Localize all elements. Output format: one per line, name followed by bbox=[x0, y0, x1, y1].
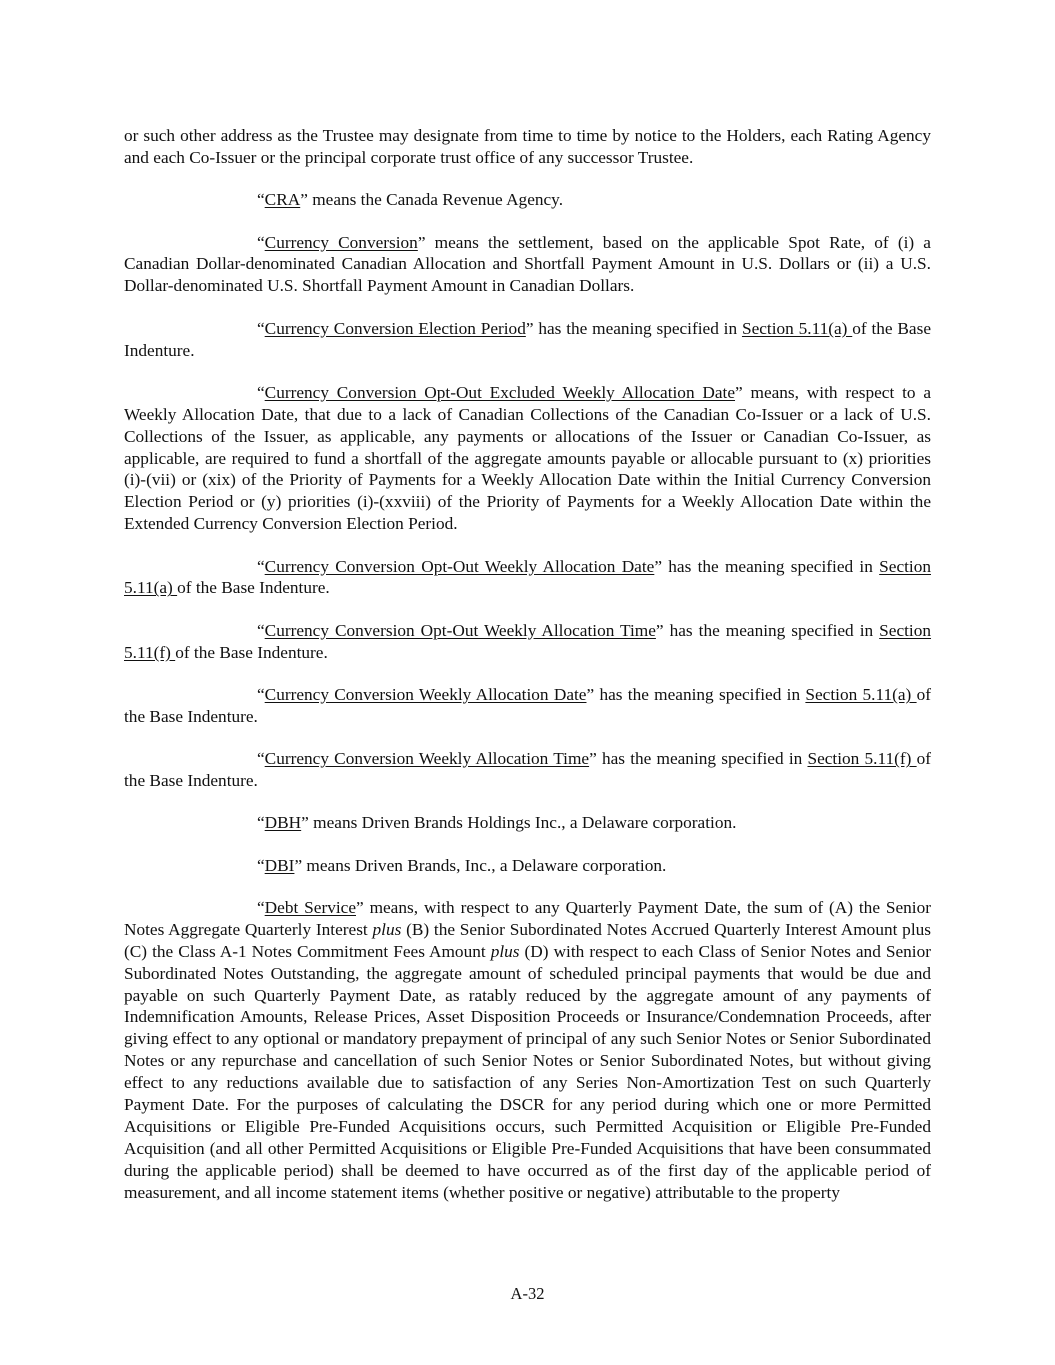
definition-dbi: “DBI” means Driven Brands, Inc., a Delaware corporation. bbox=[257, 855, 667, 875]
section-reference: Section 5.11(a) bbox=[741, 318, 853, 338]
paragraph-continuation bbox=[124, 125, 931, 169]
defined-term: Currency Conversion Opt-Out Weekly Allocation Time bbox=[264, 620, 656, 640]
defined-term: Currency Conversion bbox=[264, 232, 418, 252]
defined-term: Currency Conversion Election Period bbox=[264, 318, 526, 338]
document-body bbox=[124, 125, 931, 1224]
defined-term: DBH bbox=[264, 813, 302, 833]
definition-cra: “CRA” means the Canada Revenue Agency. bbox=[257, 190, 564, 210]
definition-debt-service: “Debt Service” means, with respect to any Quarterly Payment Date, the sum of (A) the Senior Notes Aggregate Quarterly Interest plus (B) the Senior Subordinated Notes Accrued Quarterly Interest Amount plus (C) the Class A-1 Notes Commitment Fees Amount plus (D) with respect to each Class of Senior Notes and Senior Subordinated Notes Outstanding, the aggregate amount of scheduled principal payments that would be due and payable on such Quarterly Payment Date, as ratably reduced by the aggregate amount of any payments of Indemnification Amounts, Release Prices, Asset Disposition Proceeds or Insurance/Condemnation Proceeds, after giving effect to any optional or mandatory prepayment of principal of any such Senior Notes or Senior Subordinated Notes or any repurchase and cancellation of such Senior Notes or Senior Subordinated Notes, but without giving effect to any reductions available due to satisfaction of any Series Non-Amortization Test on such Quarterly Payment Date. For the purposes of calculating the DSCR for any period during which one or more Permitted Acquisitions or Eligible Pre-Funded Acquisitions occurs, such Permitted Acquisition or Eligible Pre-Funded Acquisition (and all other Permitted Acquisitions or Eligible Pre-Funded Acquisitions that have been consummated during the applicable period) shall be deemed to have occurred as of the first day of the applicable period of measurement, and all income statement items (whether positive or negative) attributable to the property bbox=[124, 897, 932, 1202]
definition-currency-conversion-election-period: “Currency Conversion Election Period” has the meaning specified in Section 5.11(a) of the Base Indenture. bbox=[124, 318, 931, 360]
definition-opt-out-weekly-allocation-time: “Currency Conversion Opt-Out Weekly Allocation Time” has the meaning specified in Section 5.11(f) of the Base Indenture. bbox=[124, 620, 932, 662]
definition-opt-out-weekly-allocation-date: “Currency Conversion Opt-Out Weekly Allocation Date” has the meaning specified in Section 5.11(a) of the Base Indenture. bbox=[124, 556, 931, 598]
definition-weekly-allocation-date: “Currency Conversion Weekly Allocation Date” has the meaning specified in Section 5.11(a) of the Base Indenture. bbox=[124, 684, 931, 726]
section-reference: Section 5.11(f) bbox=[807, 749, 917, 769]
italic-plus: plus bbox=[490, 941, 520, 961]
defined-term: Currency Conversion Opt-Out Excluded Weekly Allocation Date bbox=[264, 382, 736, 402]
definition-opt-out-excluded-weekly-allocation-date: “Currency Conversion Opt-Out Excluded Weekly Allocation Date” means, with respect to a Weekly Allocation Date, that due to a lack of Canadian Collections of the Canadian Co-Issuer or a lack of U.S. Collections of the Issuer, as applicable, any payments or allocations of the Issuer or Canadian Co-Issuer, as applicable, are required to fund a shortfall of the aggregate amounts payable or allocable pursuant to (x) priorities (i)-(vii) or (xix) of the Priority of Payments for a Weekly Allocation Date within the Initial Currency Conversion Election Period or (y) priorities (i)-(xxviii) of the Priority of Payments for a Weekly Allocation Date within the Extended Currency Conversion Election Period. bbox=[124, 382, 931, 534]
section-reference: Section 5.11(a) bbox=[124, 556, 931, 598]
definition-currency-conversion: “Currency Conversion” means the settlement, based on the applicable Spot Rate, of (i) a Canadian Dollar-denominated Canadian Allocation and Shortfall Payment Amount in U.S. Dollars or (ii) a U.S. Dollar-denominated U.S. Shortfall Payment Amount in Canadian Dollars. bbox=[124, 232, 931, 296]
paragraph-text: or such other address as the Trustee may designate from time to time by notice to the Holders, each Rating Agency and each Co-Issuer or the principal corporate trust office of any successor Trustee. bbox=[124, 126, 931, 167]
section-reference: Section 5.11(a) bbox=[805, 684, 917, 704]
defined-term: Currency Conversion Opt-Out Weekly Allocation Date bbox=[264, 556, 655, 576]
defined-term: Debt Service bbox=[264, 897, 356, 917]
defined-term: Currency Conversion Weekly Allocation Time bbox=[264, 749, 590, 769]
defined-term: CRA bbox=[264, 190, 301, 210]
italic-plus: plus bbox=[372, 919, 402, 939]
section-reference: Section 5.11(f) bbox=[124, 620, 932, 662]
definition-weekly-allocation-time: “Currency Conversion Weekly Allocation Time” has the meaning specified in Section 5.11(f) of the Base Indenture. bbox=[124, 749, 932, 791]
definition-dbh: “DBH” means Driven Brands Holdings Inc., a Delaware corporation. bbox=[257, 813, 737, 833]
page-number: A-32 bbox=[510, 1284, 545, 1303]
defined-term: DBI bbox=[264, 855, 295, 875]
defined-term: Currency Conversion Weekly Allocation Date bbox=[264, 684, 587, 704]
